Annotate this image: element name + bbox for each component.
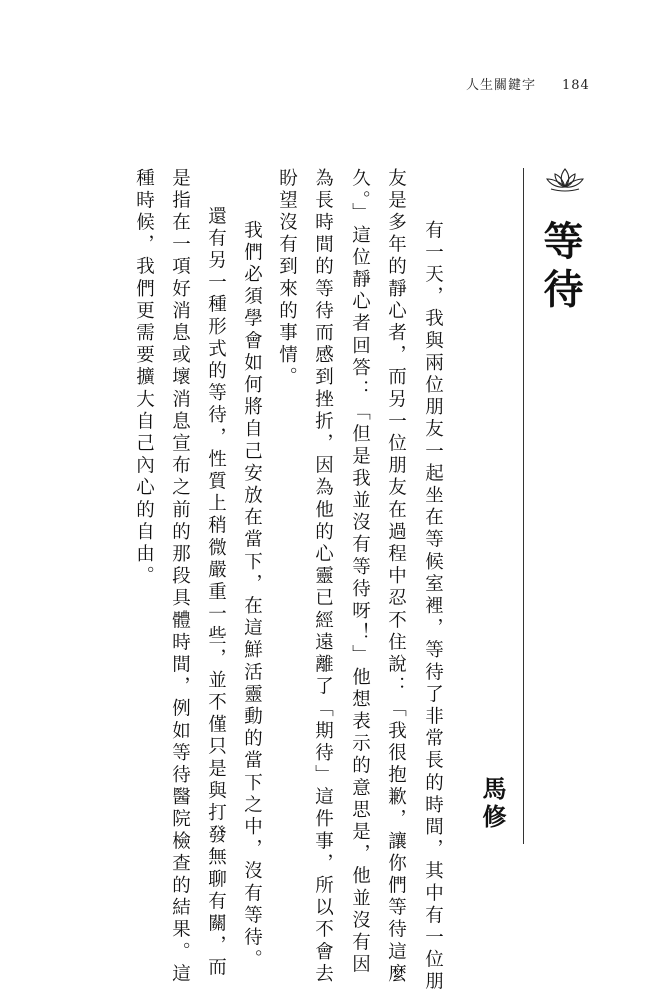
divider-line <box>523 168 524 844</box>
text-column: 有一天，我與兩位朋友一起坐在等候室裡，等待了非常長的時間，其中有一位朋 <box>422 220 444 994</box>
text-column: 是指在一項好消息或壞消息宣布之前的那段具體時間，例如等待醫院檢查的結果。這 <box>169 168 191 986</box>
text-column: 為長時間的等待而感到挫折，因為他的心靈已經遠離了「期待」這件事，所以不會去 <box>312 168 334 986</box>
author-name: 馬修 <box>478 776 507 832</box>
book-title: 人生關鍵字 <box>466 78 537 93</box>
text-column: 種時候，我們更需要擴大自己內心的自由。 <box>133 168 155 588</box>
page-number: 184 <box>562 78 590 93</box>
text-column: 久。」這位靜心者回答：「但是我並沒有等待呀！」他想表示的意思是，他並沒有因 <box>349 168 371 977</box>
text-column: 還有另一種形式的等待，性質上稍微嚴重一些，並不僅只是與打發無聊有關，而 <box>205 206 227 980</box>
text-column: 盼望沒有到來的事情。 <box>276 168 298 389</box>
text-column: 友是多年的靜心者，而另一位朋友在過程中忍不住說：「我很抱歉，讓你們等待這麼 <box>385 168 407 986</box>
lotus-icon <box>545 166 585 192</box>
running-head <box>466 74 590 93</box>
text-column: 我們必須學會如何將自己安放在當下，在這鮮活靈動的當下之中，沒有等待。 <box>241 220 263 972</box>
page-title: 等待 <box>537 220 584 316</box>
